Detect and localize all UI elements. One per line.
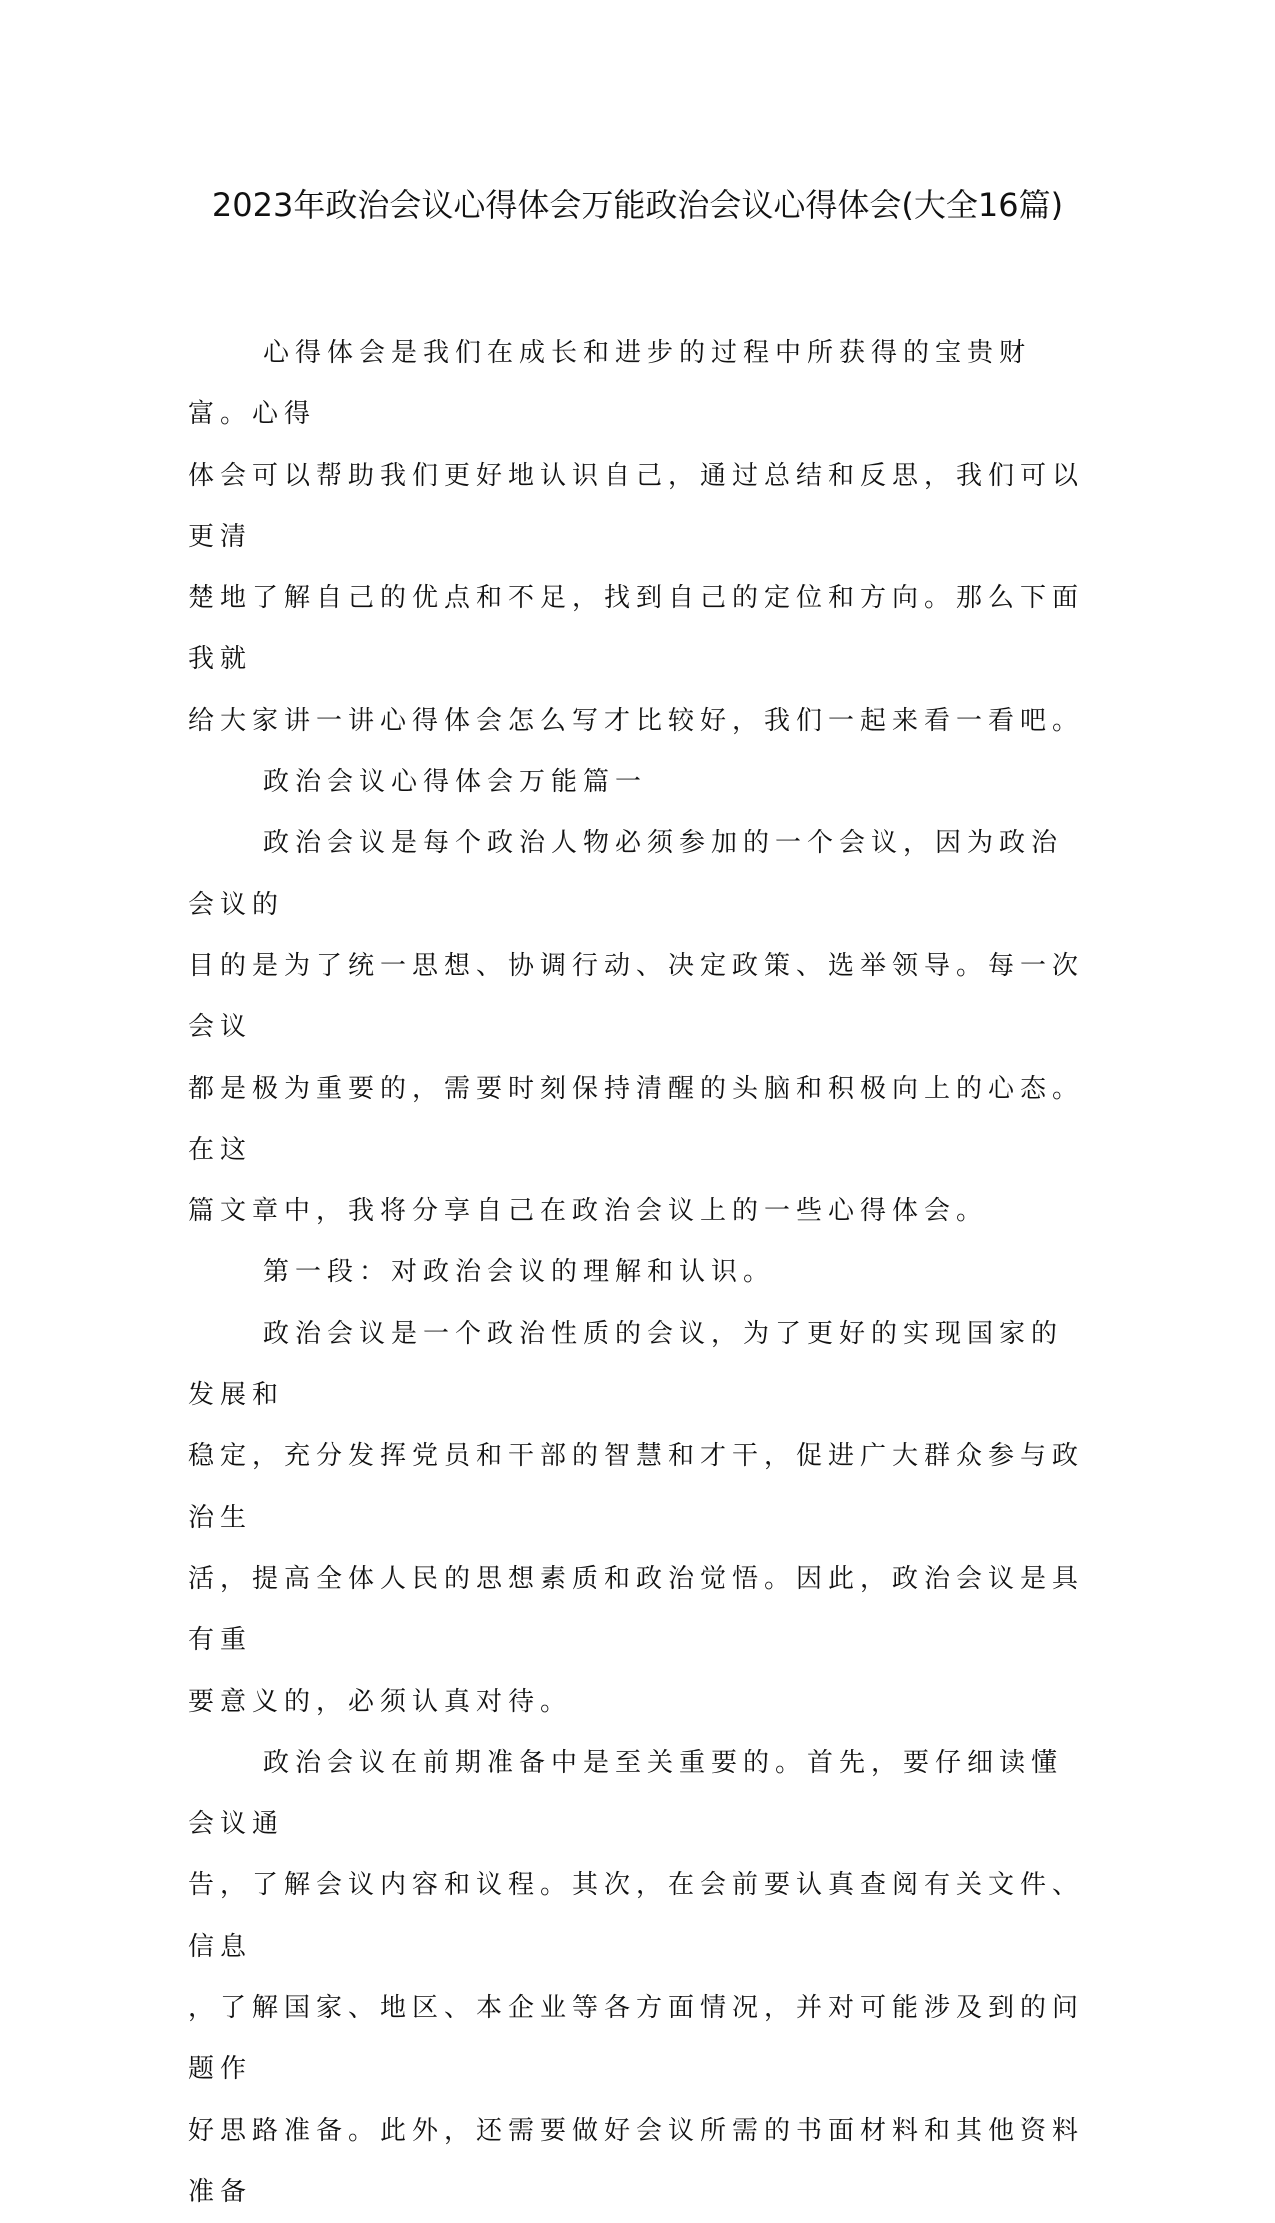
document-title: 2023年政治会议心得体会万能政治会议心得体会(大全16篇) (211, 186, 1064, 224)
paragraph-meeting-understanding: 政治会议是一个政治性质的会议，为了更好的实现国家的发展和 稳定，充分发挥党员和干部的智慧和才干，促进广大群众参与政治生 活，提高全体人民的思想素质和政治觉悟。因此，政治会议是具有重 要意义的，必须认真对待。 (188, 1318, 1085, 1717)
paragraph-meeting-preparation: 政治会议在前期准备中是至关重要的。首先，要仔细读懂会议通 告，了解会议内容和议程。其次，在会前要认真查阅有关文件、信息 ，了解国家、地区、本企业等各方面情况，并对可能涉及到的问题作 好思路准备。此外，还需要做好会议所需的书面材料和其他资料准备 (188, 1747, 1085, 2207)
paragraph-intro: 心得体会是我们在成长和进步的过程中所获得的宝贵财富。心得 体会可以帮助我们更好地认识自己，通过总结和反思，我们可以更清 楚地了解自己的优点和不足，找到自己的定位和方向。那么下面我就 给大家讲一讲心得体会怎么写才比较好，我们一起来看一看吧。 (188, 338, 1085, 736)
document-body (188, 323, 1088, 2223)
subsection-heading-first: 第一段：对政治会议的理解和认识。 (263, 1257, 776, 1288)
section-heading-one: 政治会议心得体会万能篇一 (263, 767, 648, 798)
paragraph-meeting-purpose: 政治会议是每个政治人物必须参加的一个会议，因为政治会议的 目的是为了统一思想、协调行动、决定政策、选举领导。每一次会议 都是极为重要的，需要时刻保持清醒的头脑和积极向上的心态。在这 篇文章中，我将分享自己在政治会议上的一些心得体会。 (188, 828, 1085, 1227)
